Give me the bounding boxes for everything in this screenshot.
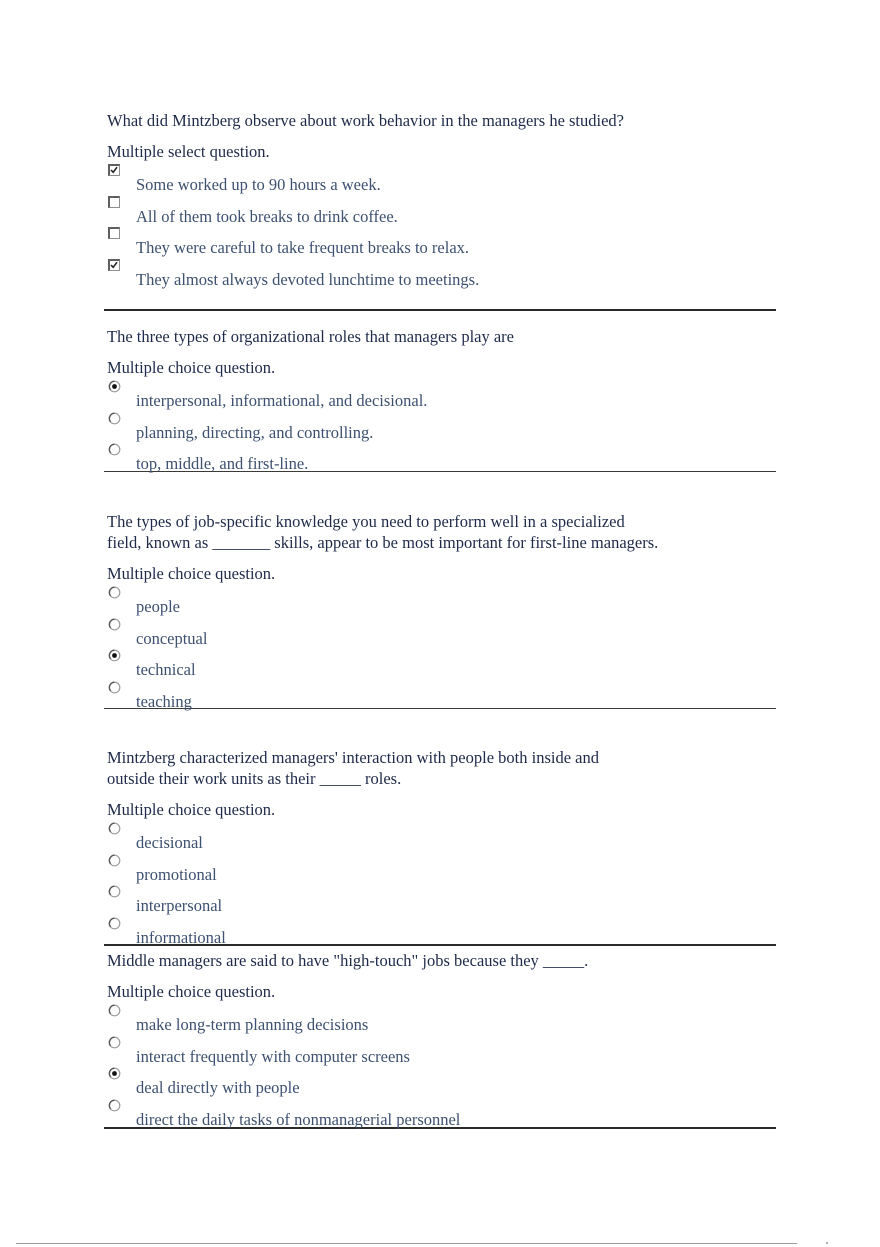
- option[interactable]: [104, 1004, 776, 1036]
- option-label: All of them took breaks to drink coffee.: [136, 206, 398, 226]
- option-label: teaching: [136, 692, 192, 712]
- option[interactable]: [104, 196, 776, 228]
- option-label: They almost always devoted lunchtime to meetings.: [136, 270, 480, 290]
- option[interactable]: [104, 649, 776, 681]
- option-label: They were careful to take frequent breaks to relax.: [136, 238, 470, 258]
- option-label: direct the daily tasks of nonmanagerial personnel: [136, 1110, 461, 1130]
- option-checkbox[interactable]: [108, 196, 120, 208]
- question-2-options: [104, 380, 776, 475]
- question-3-options: [104, 586, 776, 713]
- option[interactable]: [104, 618, 776, 650]
- option[interactable]: [104, 164, 776, 196]
- question-2-text: The three types of organizational roles that managers play are: [107, 327, 514, 346]
- option-label: people: [136, 597, 180, 616]
- option[interactable]: [104, 681, 776, 713]
- option-radio[interactable]: [108, 681, 121, 694]
- footer-divider: [16, 1243, 797, 1244]
- question-4-options: [104, 822, 776, 949]
- option-radio[interactable]: [108, 917, 121, 930]
- option-label: interpersonal, informational, and decisional.: [136, 391, 428, 410]
- option-radio[interactable]: [108, 380, 121, 393]
- question-5-options: [104, 1004, 776, 1131]
- option-radio[interactable]: [108, 885, 121, 898]
- option-checkbox[interactable]: [108, 227, 120, 239]
- option[interactable]: [104, 1036, 776, 1068]
- option-radio[interactable]: [108, 1004, 121, 1017]
- question-4: [104, 747, 776, 946]
- question-5-type: Multiple choice question.: [107, 982, 276, 1001]
- option-label: make long-term planning decisions: [136, 1015, 369, 1034]
- option-label: top, middle, and first-line.: [136, 454, 309, 474]
- option[interactable]: [104, 259, 776, 291]
- option-label: technical: [136, 660, 196, 680]
- option-radio[interactable]: [108, 822, 121, 835]
- option-radio[interactable]: [108, 618, 121, 631]
- question-5: [104, 950, 776, 1129]
- option-label: Some worked up to 90 hours a week.: [136, 175, 381, 194]
- option-radio[interactable]: [108, 412, 121, 425]
- option[interactable]: [104, 1099, 776, 1131]
- option[interactable]: [104, 1067, 776, 1099]
- option[interactable]: [104, 586, 776, 618]
- option[interactable]: [104, 380, 776, 412]
- question-4-type: Multiple choice question.: [107, 800, 276, 819]
- option-radio[interactable]: [108, 649, 121, 662]
- question-3-type: Multiple choice question.: [107, 564, 276, 583]
- option-label: planning, directing, and controlling.: [136, 422, 374, 442]
- option-radio[interactable]: [108, 1067, 121, 1080]
- option-label: deal directly with people: [136, 1078, 300, 1098]
- question-4-text: Mintzberg characterized managers' interaction with people both inside and outside their work units as their _____ roles.: [107, 748, 599, 788]
- option[interactable]: [104, 917, 776, 949]
- option-label: interpersonal: [136, 896, 223, 916]
- option-checkbox[interactable]: [108, 259, 120, 271]
- question-3-text: The types of job-specific knowledge you need to perform well in a specialized field, known as _______ skills, appear to be most important for first-line managers.: [107, 512, 659, 552]
- option[interactable]: [104, 227, 776, 259]
- option[interactable]: [104, 412, 776, 444]
- option-radio[interactable]: [108, 1099, 121, 1112]
- footer-mark: [826, 1242, 828, 1244]
- option-radio[interactable]: [108, 443, 121, 456]
- option-label: conceptual: [136, 628, 208, 648]
- option-label: interact frequently with computer screens: [136, 1046, 410, 1066]
- option-radio[interactable]: [108, 854, 121, 867]
- question-3: [104, 511, 776, 712]
- question-2: [104, 326, 776, 472]
- question-1: [104, 110, 776, 311]
- option-label: informational: [136, 928, 226, 948]
- question-1-type: Multiple select question.: [107, 142, 270, 161]
- option[interactable]: [104, 854, 776, 886]
- option-checkbox[interactable]: [108, 164, 120, 176]
- option[interactable]: [104, 443, 776, 475]
- option-label: promotional: [136, 864, 217, 884]
- question-5-text: Middle managers are said to have "high-touch" jobs because they _____.: [107, 951, 589, 970]
- option-radio[interactable]: [108, 586, 121, 599]
- question-2-type: Multiple choice question.: [107, 358, 276, 377]
- option-radio[interactable]: [108, 1036, 121, 1049]
- question-1-options: [104, 164, 776, 291]
- option[interactable]: [104, 822, 776, 854]
- question-1-text: What did Mintzberg observe about work behavior in the managers he studied?: [107, 111, 625, 130]
- option-label: decisional: [136, 833, 203, 852]
- option[interactable]: [104, 885, 776, 917]
